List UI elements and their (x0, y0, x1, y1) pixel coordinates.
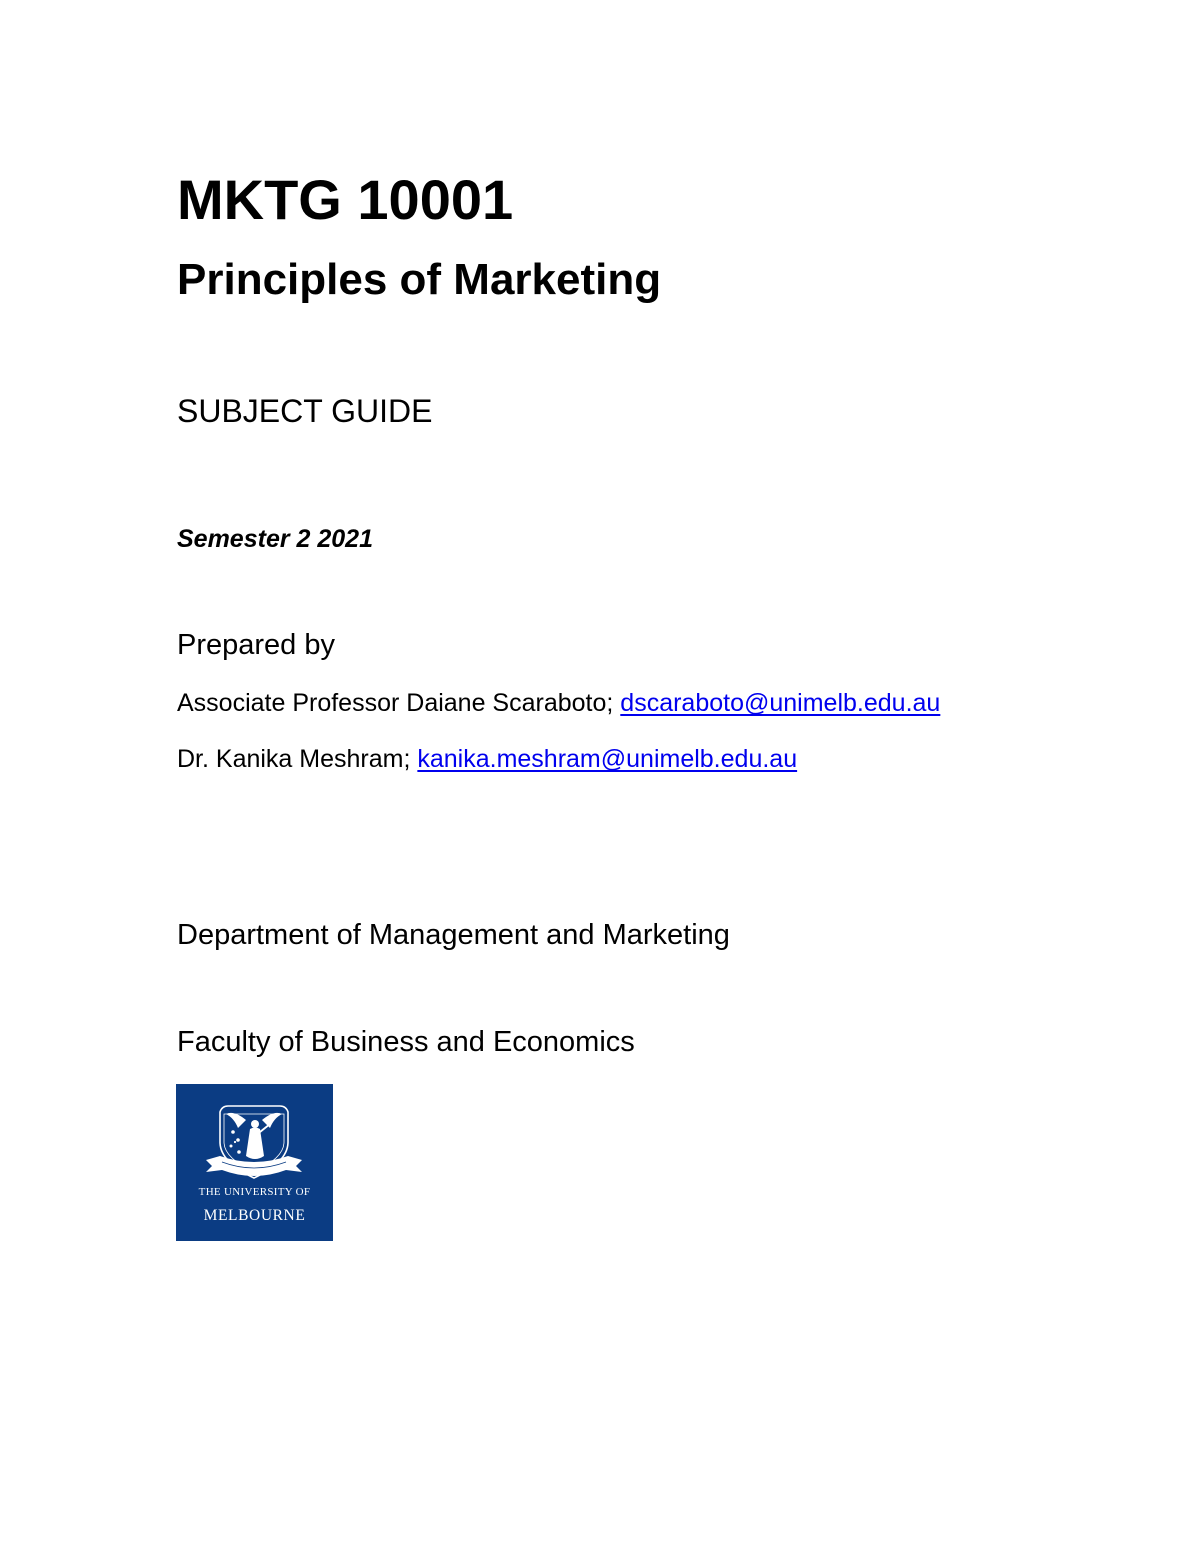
course-code: MKTG 10001 (177, 168, 514, 231)
author-email-link[interactable]: dscaraboto@unimelb.edu.au (620, 689, 941, 717)
author-name: Associate Professor Daiane Scaraboto; (177, 689, 621, 717)
course-title: Principles of Marketing (177, 255, 662, 304)
author-email-link[interactable]: kanika.meshram@unimelb.edu.au (417, 745, 798, 773)
document-type: SUBJECT GUIDE (177, 393, 433, 429)
prepared-by-label: Prepared by (177, 629, 335, 661)
author-line (177, 691, 940, 716)
semester: Semester 2 2021 (177, 525, 373, 553)
author-name: Dr. Kanika Meshram; (177, 745, 418, 773)
university-logo (176, 1084, 333, 1241)
author-line (177, 747, 797, 772)
logo-line1: THE UNIVERSITY OF (198, 1186, 311, 1198)
logo-line2: MELBOURNE (203, 1207, 306, 1224)
faculty-name: Faculty of Business and Economics (177, 1026, 635, 1058)
department-name: Department of Management and Marketing (177, 919, 730, 951)
